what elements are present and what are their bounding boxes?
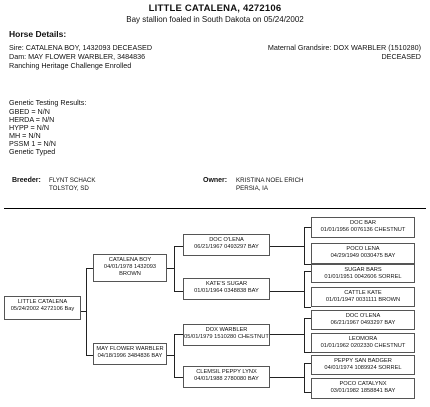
pedigree-ds-name: DOX WARBLER bbox=[205, 327, 248, 333]
pedigree-ss-name: DOC O'LENA bbox=[209, 237, 244, 243]
genetic-line-mh: MH = N/N bbox=[9, 131, 41, 140]
breeder-label: Breeder: bbox=[12, 177, 41, 184]
pedigree-ddd-box bbox=[311, 378, 415, 399]
pedigree-dss-name: DOC O'LENA bbox=[345, 313, 381, 319]
owner-name: KRISTINA NOEL ERICH bbox=[236, 177, 304, 184]
pedigree-dds-name: PEPPY SAN BADGER bbox=[334, 358, 392, 364]
pedigree-dss-box bbox=[311, 310, 415, 330]
genetic-line-typed: Genetic Typed bbox=[9, 147, 56, 156]
pedigree-dd-box bbox=[183, 366, 270, 388]
pedigree-sdd-name: CATTLE KATE bbox=[344, 290, 382, 296]
horse-details-heading: Horse Details: bbox=[9, 29, 67, 39]
pedigree-sds-name: SUGAR BARS bbox=[344, 267, 382, 273]
pedigree-dsd-info: 01/01/1962 0202330 CHESTNUT bbox=[320, 343, 406, 350]
pedigree-ssd-box bbox=[311, 243, 415, 264]
genetic-line-hypp: HYPP = N/N bbox=[9, 123, 50, 132]
genetic-line-gbed: GBED = N/N bbox=[9, 107, 50, 116]
pedigree-dsd-box bbox=[311, 333, 415, 353]
pedigree-sss-info: 01/01/1956 0076136 CHESTNUT bbox=[320, 227, 406, 234]
pedigree-subject-name: LITTLE CATALENA bbox=[17, 299, 68, 305]
maternal-grandsire-line: Maternal Grandsire: DOX WARBLER (1510280) bbox=[267, 43, 421, 52]
pedigree-dsd-name: LEOMORA bbox=[348, 336, 378, 342]
pedigree-sire-box bbox=[93, 254, 167, 282]
sire-line: Sire: CATALENA BOY, 1432093 DECEASED bbox=[9, 43, 153, 52]
pedigree-dss-info: 06/21/1967 0493297 BAY bbox=[330, 320, 396, 327]
pedigree-ssd-name: POCO LENA bbox=[346, 246, 380, 252]
pedigree-sd-info: 01/01/1964 0348838 BAY bbox=[194, 288, 259, 295]
maternal-grandsire-status: DECEASED bbox=[381, 52, 421, 61]
pedigree-sdd-box bbox=[311, 287, 415, 307]
pedigree-ddd-name: POCO CATALYNX bbox=[339, 381, 387, 387]
pedigree-dds-info: 04/01/1974 1089924 SORREL bbox=[324, 365, 402, 372]
pedigree-ds-box bbox=[183, 324, 270, 346]
pedigree-subject-box bbox=[4, 296, 81, 320]
pedigree-dam-box bbox=[93, 343, 167, 365]
owner-location: PERSIA, IA bbox=[236, 185, 268, 192]
breeder-location: TOLSTOY, SD bbox=[49, 185, 89, 192]
pedigree-subject-info: 05/24/2002 4272106 Bay bbox=[10, 306, 75, 313]
pedigree-sd-box bbox=[183, 278, 270, 300]
owner-label: Owner: bbox=[203, 177, 228, 184]
genetic-heading: Genetic Testing Results: bbox=[9, 98, 87, 107]
dam-line: Dam: MAY FLOWER WARBLER, 3484836 bbox=[9, 52, 146, 61]
pedigree-sdd-info: 01/01/1947 0031111 BROWN bbox=[325, 297, 401, 304]
pedigree-ssd-info: 04/29/1949 0030475 BAY bbox=[330, 253, 396, 260]
pedigree-sire-name: CATALENA BOY bbox=[108, 257, 152, 263]
page-subtitle: Bay stallion foaled in South Dakota on 05/24/2002 bbox=[126, 15, 304, 24]
pedigree-dd-name: CLEMSIL PEPPY LYNX bbox=[196, 369, 257, 375]
pedigree-sire-info: 04/01/1978 1432093 bbox=[103, 264, 157, 271]
pedigree-sds-info: 01/01/1951 0042606 SORREL bbox=[324, 274, 402, 281]
page-title: LITTLE CATALENA, 4272106 bbox=[148, 3, 282, 14]
breeder-name: FLYNT SCHACK bbox=[49, 177, 96, 184]
pedigree-sss-name: DOC BAR bbox=[350, 220, 376, 226]
pedigree-ss-box bbox=[183, 234, 270, 256]
program-line: Ranching Heritage Challenge Enrolled bbox=[9, 61, 132, 70]
genetic-line-herda: HERDA = N/N bbox=[9, 115, 55, 124]
pedigree-ss-info: 06/21/1967 0493297 BAY bbox=[194, 244, 259, 251]
pedigree-sd-name: KATE'S SUGAR bbox=[205, 281, 248, 287]
pedigree-sire-color: BROWN bbox=[119, 271, 141, 278]
pedigree-ddd-info: 03/01/1982 1858841 BAY bbox=[330, 388, 396, 395]
section-divider bbox=[4, 208, 426, 209]
pedigree-sss-box bbox=[311, 217, 415, 238]
pedigree-ds-info: 05/01/1979 1510280 CHESTNUT bbox=[184, 334, 269, 341]
pedigree-dam-info: 04/18/1996 3484836 BAY bbox=[97, 353, 163, 360]
pedigree-dam-name: MAY FLOWER WARBLER bbox=[96, 346, 164, 352]
pedigree-sds-box bbox=[311, 264, 415, 283]
pedigree-dds-box bbox=[311, 355, 415, 375]
pedigree-dd-info: 04/01/1988 2780080 BAY bbox=[194, 376, 259, 383]
genetic-line-pssm: PSSM 1 = N/N bbox=[9, 139, 56, 148]
